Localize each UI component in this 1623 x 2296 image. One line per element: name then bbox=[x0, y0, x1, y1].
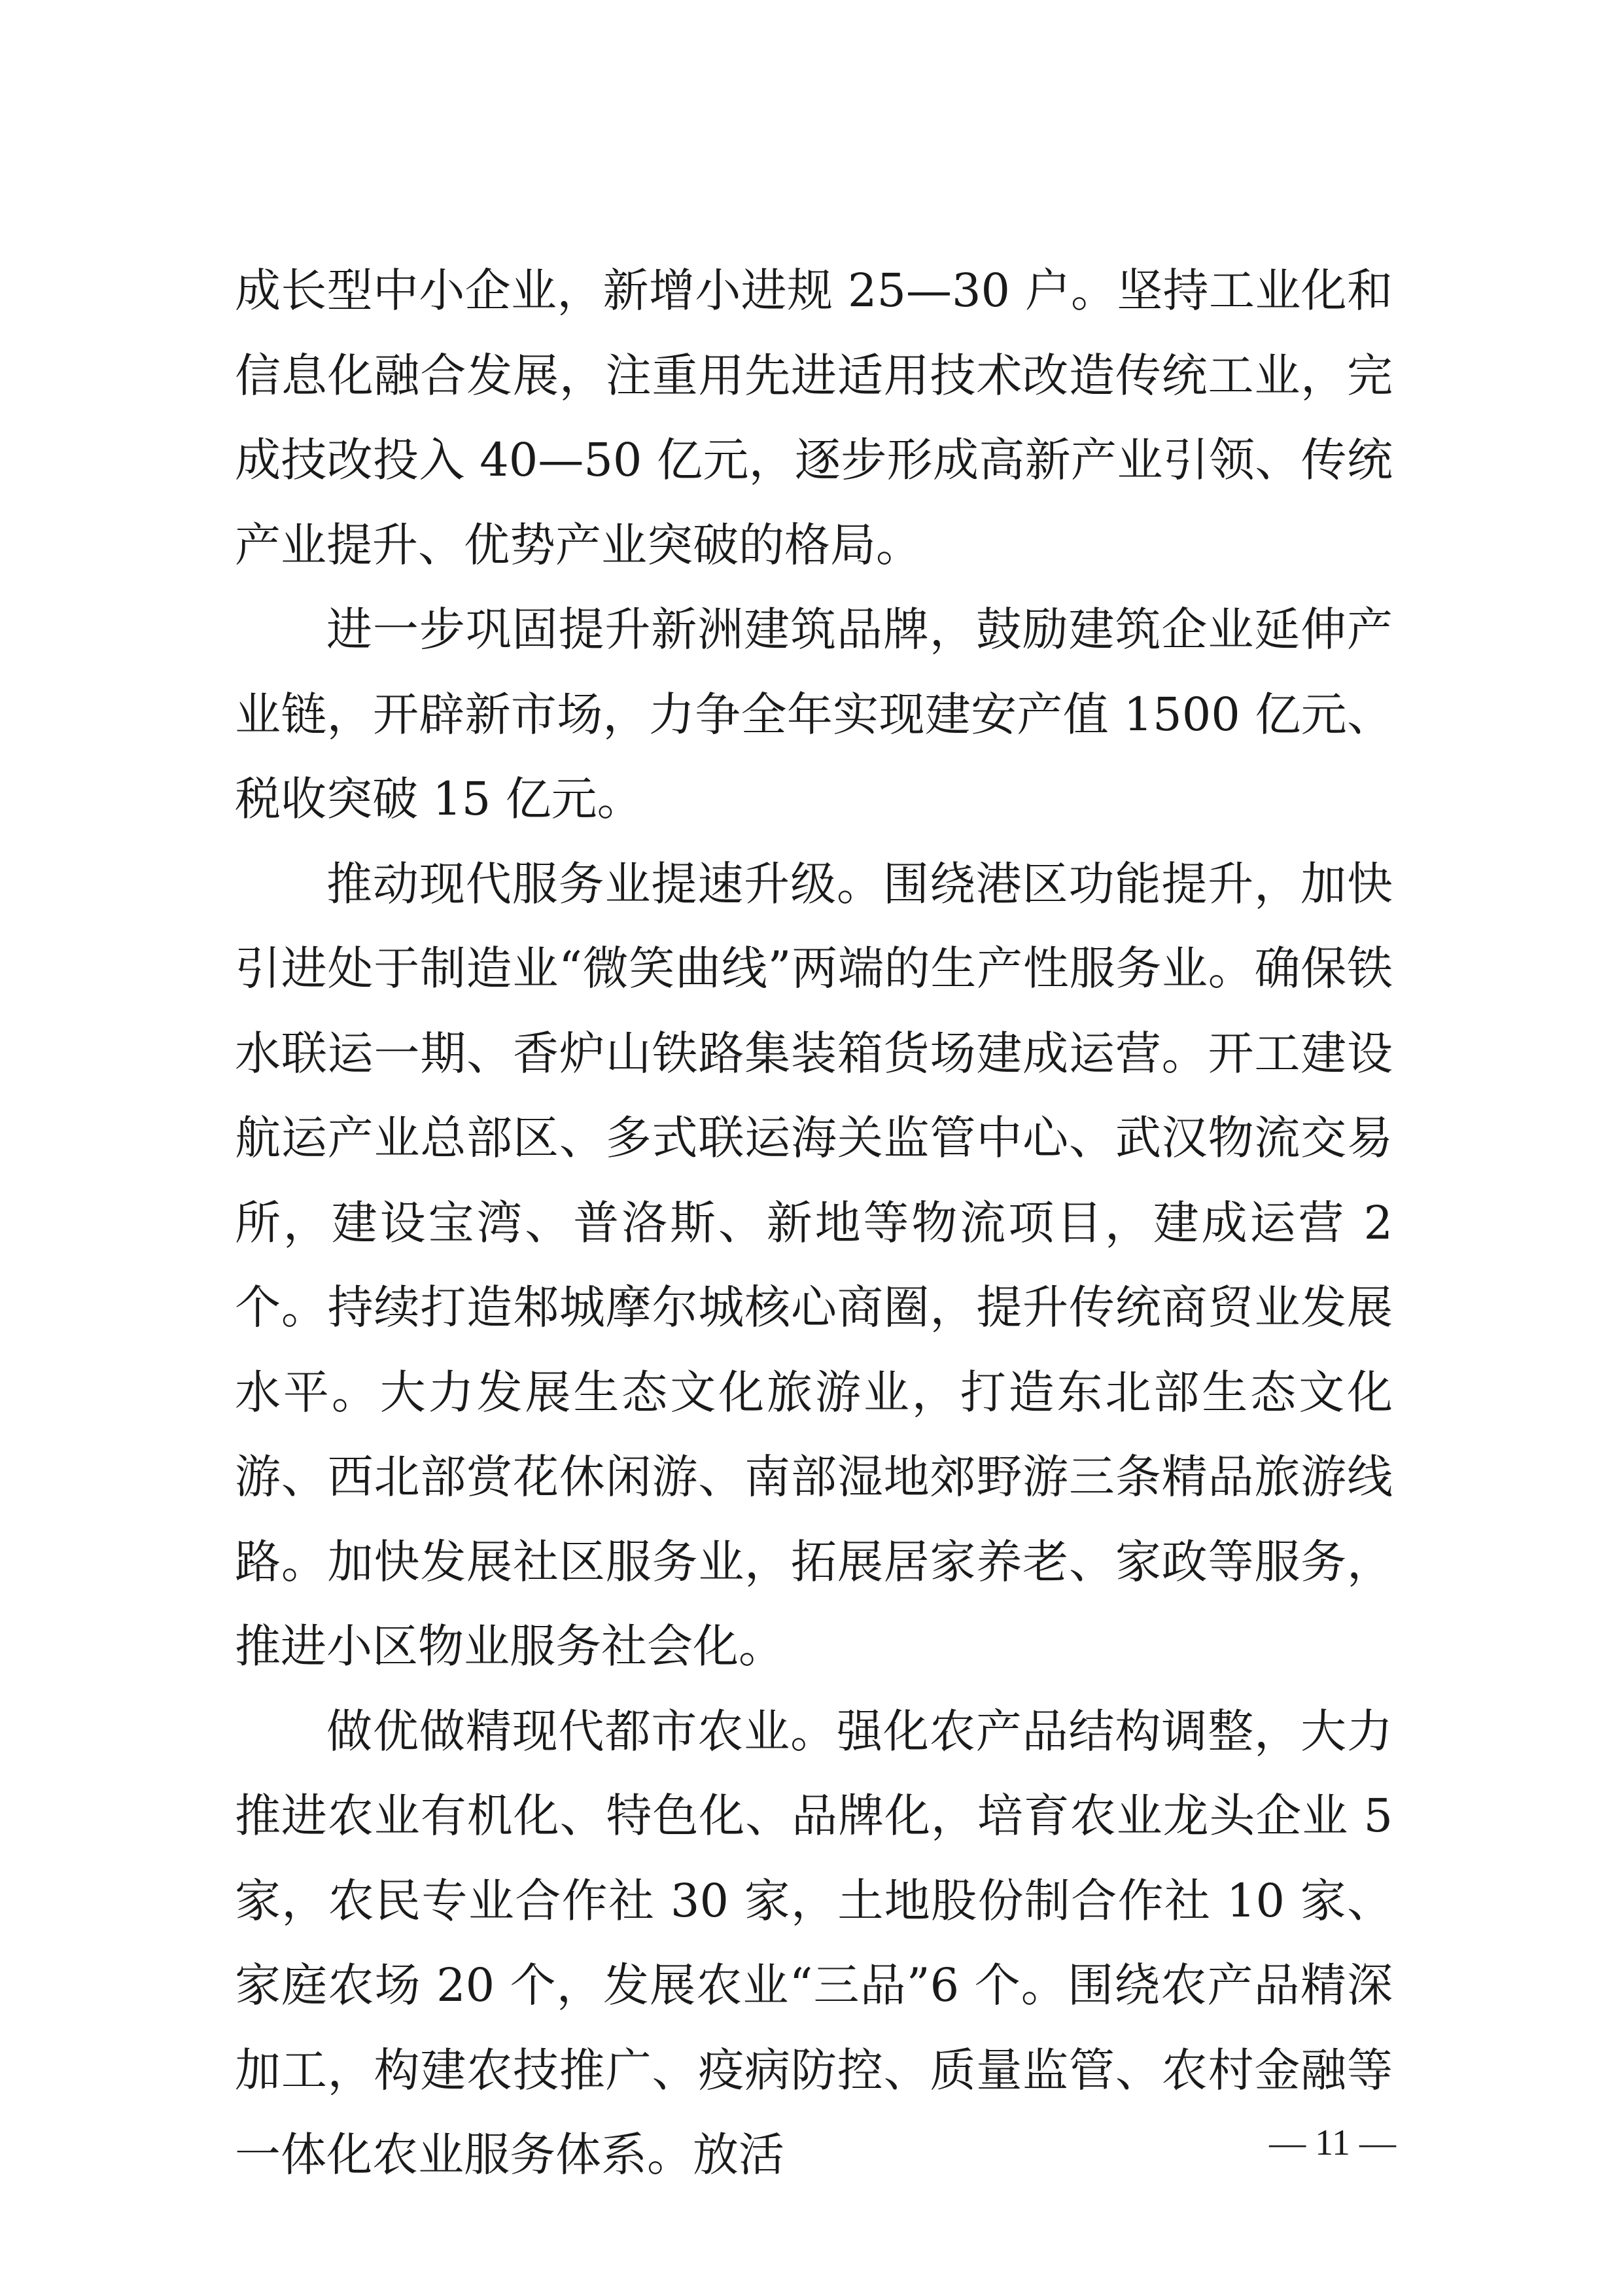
page-number: — 11 — bbox=[1269, 2123, 1396, 2163]
paragraph: 成长型中小企业，新增小进规 25—30 户。坚持工业化和信息化融合发展，注重用先进适用技术改造传统工业，完成技改投入 40—50 亿元，逐步形成高新产业引领、传统产业提升、优势产业突破的格局。 bbox=[235, 264, 1393, 572]
paragraph: 做优做精现代都市农业。强化农产品结构调整，大力推进农业有机化、特色化、品牌化，培育农业龙头企业 5 家，农民专业合作社 30 家，土地股份制合作社 10 家、家庭农场 20 个，发展农业“三品”6 个。围绕农产品精深加工，构建农技推广、疫病防控、质量监管、农村金融等一体化农业服务体系。放活 bbox=[235, 1704, 1393, 2181]
body-text bbox=[235, 249, 1393, 2198]
paragraph: 进一步巩固提升新洲建筑品牌，鼓励建筑企业延伸产业链，开辟新市场，力争全年实现建安产值 1500 亿元、税收突破 15 亿元。 bbox=[235, 603, 1393, 826]
paragraph: 推动现代服务业提速升级。围绕港区功能提升，加快引进处于制造业“微笑曲线”两端的生产性服务业。确保铁水联运一期、香炉山铁路集装箱货场建成运营。开工建设航运产业总部区、多式联运海关监管中心、武汉物流交易所，建设宝湾、普洛斯、新地等物流项目，建成运营 2 个。持续打造邾城摩尔城核心商圈，提升传统商贸业发展水平。大力发展生态文化旅游业，打造东北部生态文化游、西北部赏花休闲游、南部湿地郊野游三条精品旅游线路。加快发展社区服务业，拓展居家养老、家政等服务，推进小区物业服务社会化。 bbox=[235, 857, 1393, 1673]
